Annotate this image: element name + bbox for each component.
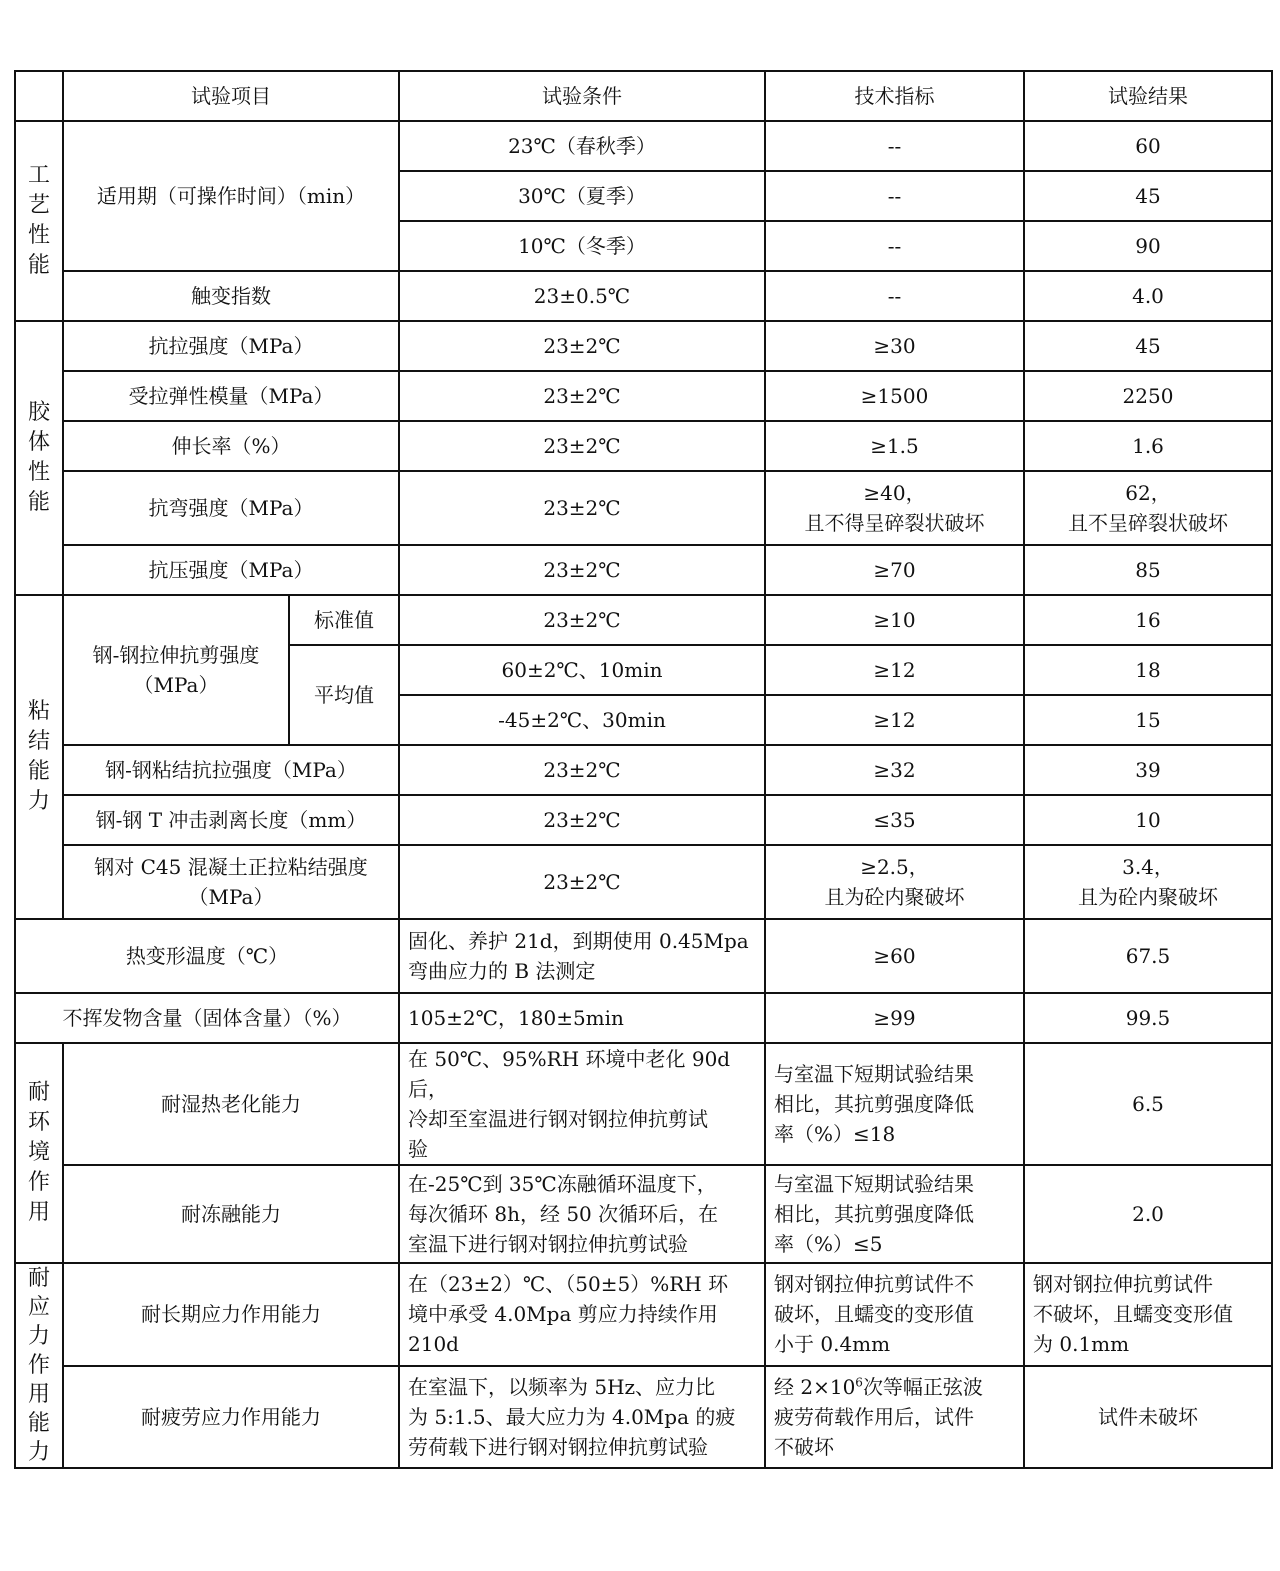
item-cell: 抗拉强度（MPa） bbox=[63, 321, 399, 371]
condition-cell: 23℃（春秋季） bbox=[399, 121, 765, 171]
spec-cell: 钢对钢拉伸抗剪试件不 破坏，且蠕变的变形值 小于 0.4mm bbox=[765, 1263, 1024, 1366]
spec-cell: ≥99 bbox=[765, 993, 1024, 1043]
result-cell: 62， 且不呈碎裂状破坏 bbox=[1024, 471, 1272, 545]
spec-cell: -- bbox=[765, 121, 1024, 171]
condition-cell: 23±2℃ bbox=[399, 545, 765, 595]
table-row bbox=[15, 1043, 1272, 1165]
result-cell: 60 bbox=[1024, 121, 1272, 171]
average-value-label: 平均值 bbox=[289, 645, 399, 745]
category-process-performance bbox=[15, 121, 63, 321]
spec-cell: -- bbox=[765, 221, 1024, 271]
header-technical-spec: 技术指标 bbox=[765, 71, 1024, 121]
category-label: 工 艺 性 能 bbox=[27, 163, 50, 278]
spec-cell: ≥2.5， 且为砼内聚破坏 bbox=[765, 845, 1024, 919]
spec-cell: ≥1500 bbox=[765, 371, 1024, 421]
condition-cell: 23±2℃ bbox=[399, 845, 765, 919]
table-row bbox=[15, 545, 1272, 595]
item-cell: 伸长率（%） bbox=[63, 421, 399, 471]
result-cell: 45 bbox=[1024, 171, 1272, 221]
spec-cell: ≥30 bbox=[765, 321, 1024, 371]
spec-cell bbox=[765, 1366, 1024, 1469]
condition-cell: 23±2℃ bbox=[399, 321, 765, 371]
condition-cell: 在室温下，以频率为 5Hz、应力比 为 5:1.5、最大应力为 4.0Mpa 的疲 劳荷载下进行钢对钢拉伸抗剪试验 bbox=[399, 1366, 765, 1469]
test-results-table bbox=[14, 70, 1273, 1469]
table-row bbox=[15, 845, 1272, 919]
spec-cell: 与室温下短期试验结果 相比，其抗剪强度降低 率（%）≤18 bbox=[765, 1043, 1024, 1165]
item-cell: 耐湿热老化能力 bbox=[63, 1043, 399, 1165]
spec-cell: ≤35 bbox=[765, 795, 1024, 845]
condition-cell: 10℃（冬季） bbox=[399, 221, 765, 271]
result-cell: 1.6 bbox=[1024, 421, 1272, 471]
header-corner bbox=[15, 71, 63, 121]
spec-cell: -- bbox=[765, 171, 1024, 221]
table-row bbox=[15, 795, 1272, 845]
table-row bbox=[15, 421, 1272, 471]
condition-cell: 105±2℃，180±5min bbox=[399, 993, 765, 1043]
result-cell: 45 bbox=[1024, 321, 1272, 371]
pot-life-label: 适用期（可操作时间）（min） bbox=[63, 121, 399, 271]
result-cell: 钢对钢拉伸抗剪试件 不破坏，且蠕变变形值 为 0.1mm bbox=[1024, 1263, 1272, 1366]
result-cell: 试件未破坏 bbox=[1024, 1366, 1272, 1469]
table-row bbox=[15, 321, 1272, 371]
item-cell: 热变形温度（℃） bbox=[15, 919, 399, 993]
spec-cell: ≥70 bbox=[765, 545, 1024, 595]
result-cell: 2.0 bbox=[1024, 1165, 1272, 1263]
spec-cell: -- bbox=[765, 271, 1024, 321]
table-row bbox=[15, 919, 1272, 993]
item-cell: 抗压强度（MPa） bbox=[63, 545, 399, 595]
condition-cell: 23±2℃ bbox=[399, 745, 765, 795]
result-cell: 4.0 bbox=[1024, 271, 1272, 321]
category-label: 耐 环 境 作 用 bbox=[27, 1080, 50, 1225]
condition-cell: 23±2℃ bbox=[399, 421, 765, 471]
category-label: 耐 应 力 作 用 能 力 bbox=[27, 1266, 50, 1465]
table-row bbox=[15, 1366, 1272, 1469]
standard-value-label: 标准值 bbox=[289, 595, 399, 645]
table-row bbox=[15, 1263, 1272, 1366]
spec-cell: ≥32 bbox=[765, 745, 1024, 795]
condition-cell: 60±2℃、10min bbox=[399, 645, 765, 695]
table-row bbox=[15, 471, 1272, 545]
item-cell: 钢-钢粘结抗拉强度（MPa） bbox=[63, 745, 399, 795]
spec-cell: ≥1.5 bbox=[765, 421, 1024, 471]
category-label: 胶 体 性 能 bbox=[27, 400, 50, 515]
condition-cell: 23±2℃ bbox=[399, 471, 765, 545]
category-bond-capacity bbox=[15, 595, 63, 919]
condition-cell: 在-25℃到 35℃冻融循环温度下， 每次循环 8h，经 50 次循环后，在 室温下进行钢对钢拉伸抗剪试验 bbox=[399, 1165, 765, 1263]
item-cell: 抗弯强度（MPa） bbox=[63, 471, 399, 545]
item-cell: 耐冻融能力 bbox=[63, 1165, 399, 1263]
table-row bbox=[15, 595, 1272, 645]
category-label: 粘 结 能 力 bbox=[27, 699, 50, 814]
result-cell: 99.5 bbox=[1024, 993, 1272, 1043]
result-cell: 67.5 bbox=[1024, 919, 1272, 993]
condition-cell: 23±2℃ bbox=[399, 371, 765, 421]
table-row bbox=[15, 993, 1272, 1043]
header-test-item: 试验项目 bbox=[63, 71, 399, 121]
spec-text-pre: 经 2×10 bbox=[774, 1374, 856, 1399]
item-cell: 不挥发物含量（固体含量）（%） bbox=[15, 993, 399, 1043]
condition-cell: -45±2℃、30min bbox=[399, 695, 765, 745]
table-row bbox=[15, 271, 1272, 321]
spec-cell: ≥12 bbox=[765, 695, 1024, 745]
result-cell: 6.5 bbox=[1024, 1043, 1272, 1165]
table-row bbox=[15, 121, 1272, 171]
category-glue-performance bbox=[15, 321, 63, 595]
condition-cell: 在（23±2）℃、（50±5）%RH 环 境中承受 4.0Mpa 剪应力持续作用 210d bbox=[399, 1263, 765, 1366]
category-stress-resistance bbox=[15, 1263, 63, 1468]
header-row bbox=[15, 71, 1272, 121]
condition-cell: 固化、养护 21d，到期使用 0.45Mpa 弯曲应力的 B 法测定 bbox=[399, 919, 765, 993]
table-row bbox=[15, 745, 1272, 795]
header-test-result: 试验结果 bbox=[1024, 71, 1272, 121]
header-test-condition: 试验条件 bbox=[399, 71, 765, 121]
result-cell: 3.4， 且为砼内聚破坏 bbox=[1024, 845, 1272, 919]
spec-cell: ≥10 bbox=[765, 595, 1024, 645]
spec-cell: ≥40， 且不得呈碎裂状破坏 bbox=[765, 471, 1024, 545]
result-cell: 85 bbox=[1024, 545, 1272, 595]
item-cell: 钢-钢 T 冲击剥离长度（mm） bbox=[63, 795, 399, 845]
condition-cell: 30℃（夏季） bbox=[399, 171, 765, 221]
condition-cell: 23±2℃ bbox=[399, 595, 765, 645]
item-cell: 耐长期应力作用能力 bbox=[63, 1263, 399, 1366]
item-cell: 触变指数 bbox=[63, 271, 399, 321]
result-cell: 90 bbox=[1024, 221, 1272, 271]
spec-cell: ≥60 bbox=[765, 919, 1024, 993]
table-row bbox=[15, 1165, 1272, 1263]
result-cell: 16 bbox=[1024, 595, 1272, 645]
item-cell: 受拉弹性模量（MPa） bbox=[63, 371, 399, 421]
spec-exponent: 6 bbox=[855, 1375, 863, 1390]
result-cell: 18 bbox=[1024, 645, 1272, 695]
category-environment-resistance bbox=[15, 1043, 63, 1263]
spec-cell: 与室温下短期试验结果 相比，其抗剪强度降低 率（%）≤5 bbox=[765, 1165, 1024, 1263]
shear-strength-label: 钢-钢拉伸抗剪强度 （MPa） bbox=[63, 595, 289, 745]
condition-cell: 在 50℃、95%RH 环境中老化 90d 后， 冷却至室温进行钢对钢拉伸抗剪试 验 bbox=[399, 1043, 765, 1165]
spec-cell: ≥12 bbox=[765, 645, 1024, 695]
item-cell: 耐疲劳应力作用能力 bbox=[63, 1366, 399, 1469]
condition-cell: 23±2℃ bbox=[399, 795, 765, 845]
table-row bbox=[15, 371, 1272, 421]
result-cell: 10 bbox=[1024, 795, 1272, 845]
result-cell: 15 bbox=[1024, 695, 1272, 745]
spec-text-post: 次等幅正弦波 疲劳荷载作用后，试件 不破坏 bbox=[774, 1374, 983, 1459]
result-cell: 39 bbox=[1024, 745, 1272, 795]
condition-cell: 23±0.5℃ bbox=[399, 271, 765, 321]
result-cell: 2250 bbox=[1024, 371, 1272, 421]
item-cell: 钢对 C45 混凝土正拉粘结强度 （MPa） bbox=[63, 845, 399, 919]
